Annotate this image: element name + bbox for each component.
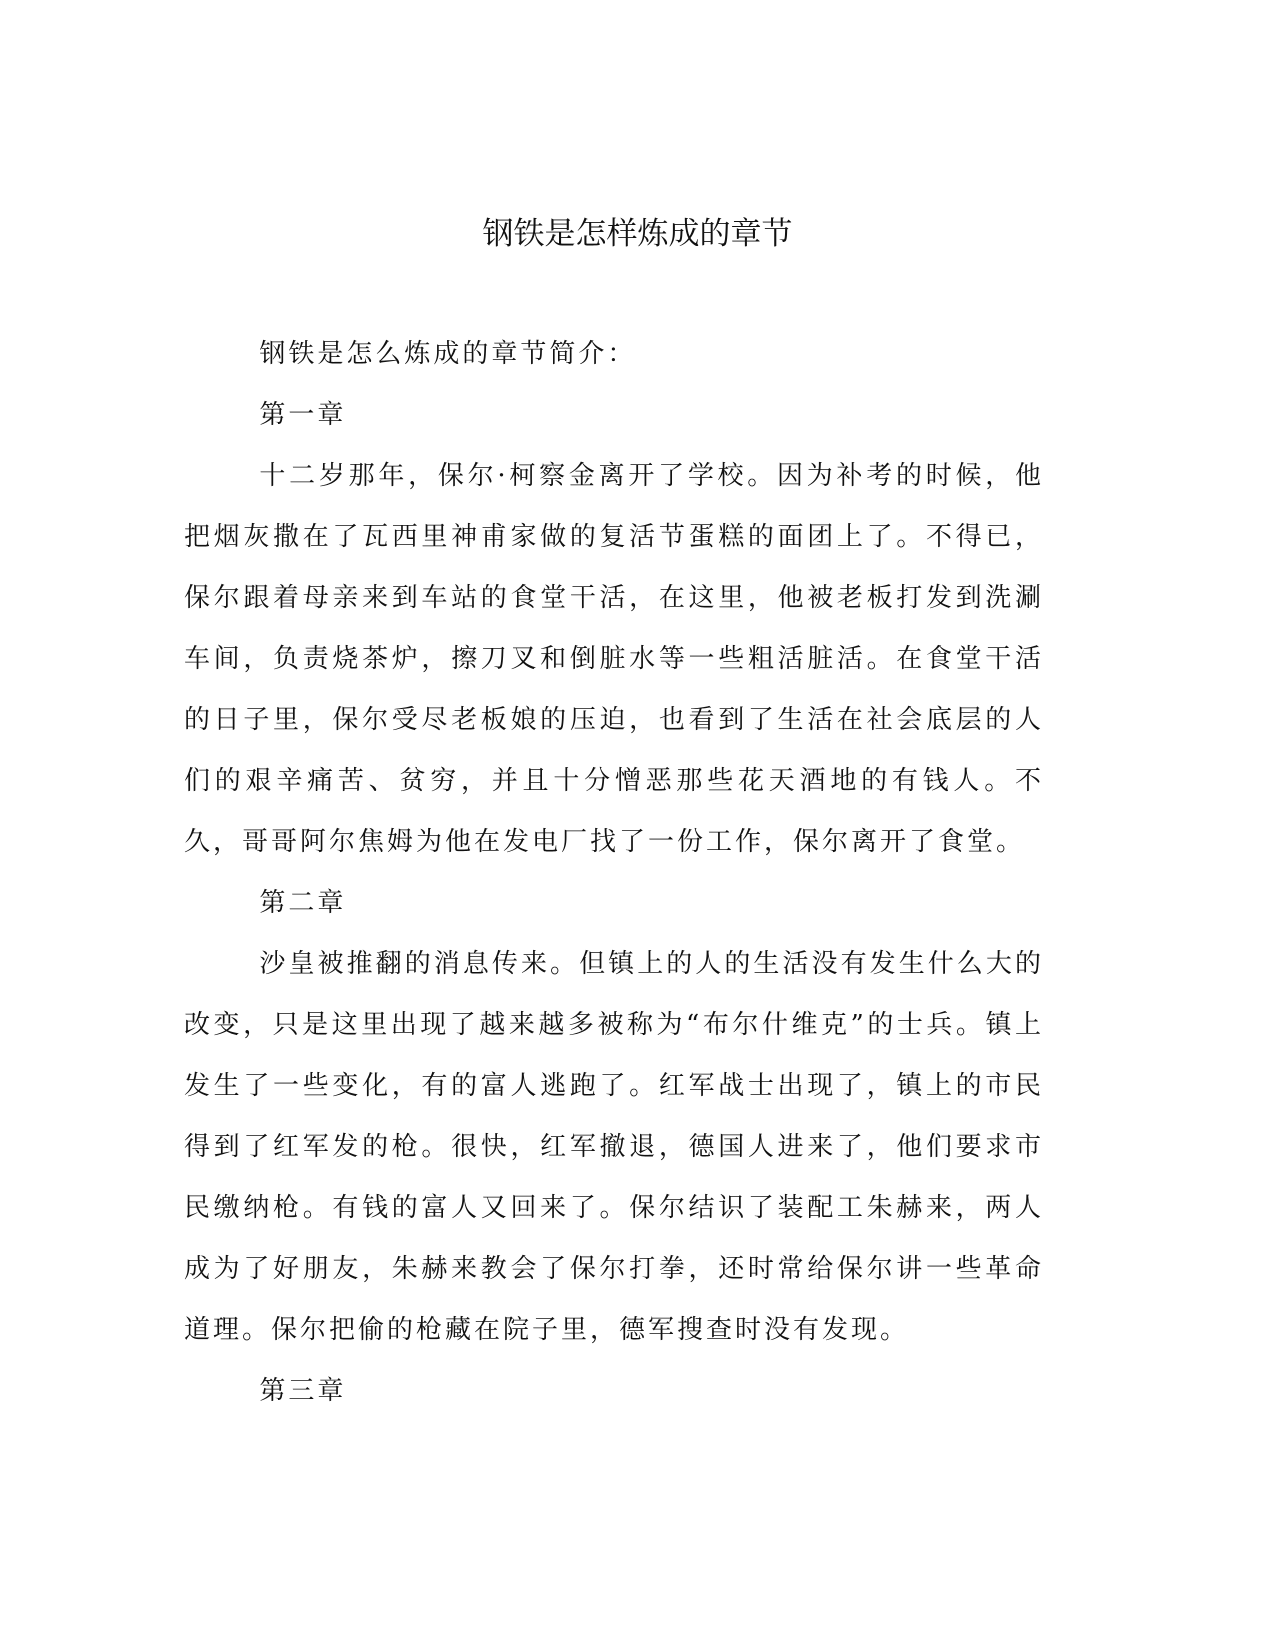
chapter-heading: 第二章 [259,888,347,918]
document-body [184,324,1044,1422]
chapter-paragraph: 沙皇被推翻的消息传来。但镇上的人的生活没有发生什么大的改变，只是这里出现了越来越多被称为“布尔什维克”的士兵。镇上发生了一些变化，有的富人逃跑了。红军战士出现了，镇上的市民得到了红军发的枪。很快，红军撤退，德国人进来了，他们要求市民缴纳枪。有钱的富人又回来了。保尔结识了装配工朱赫来，两人成为了好朋友，朱赫来教会了保尔打拳，还时常给保尔讲一些革命道理。保尔把偷的枪藏在院子里，德军搜查时没有发现。 [184,949,1044,1345]
document-title: 钢铁是怎样炼成的章节 [482,216,793,252]
intro-line: 钢铁是怎么炼成的章节简介： [259,339,637,369]
chapter-paragraph: 十二岁那年，保尔·柯察金离开了学校。因为补考的时候，他把烟灰撒在了瓦西里神甫家做的复活节蛋糕的面团上了。不得已，保尔跟着母亲来到车站的食堂干活，在这里，他被老板打发到洗涮车间，负责烧茶炉，擦刀叉和倒脏水等一些粗活脏活。在食堂干活的日子里，保尔受尽老板娘的压迫，也看到了生活在社会底层的人们的艰辛痛苦、贫穷，并且十分憎恶那些花天酒地的有钱人。不久，哥哥阿尔焦姆为他在发电厂找了一份工作，保尔离开了食堂。 [184,461,1044,857]
chapter-heading: 第一章 [259,400,347,430]
chapter-heading: 第三章 [259,1376,347,1406]
